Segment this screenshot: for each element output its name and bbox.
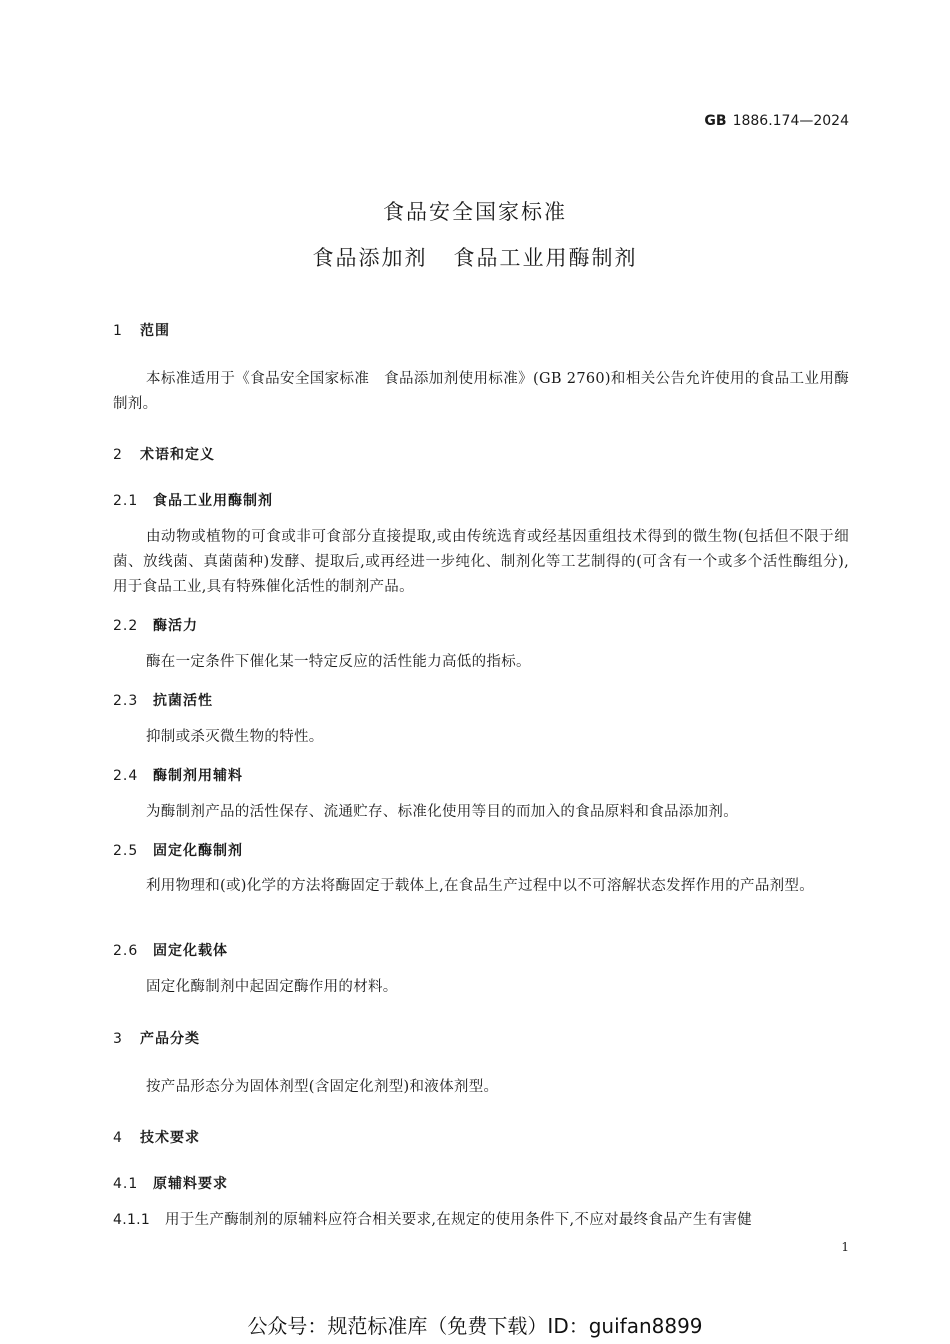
standard-number [704, 113, 849, 129]
section-title: 固定化载体 [153, 943, 228, 959]
section-number: 4.1 [113, 1176, 139, 1192]
section-number: 4.1.1 [113, 1212, 151, 1228]
section-title: 原辅料要求 [153, 1176, 228, 1192]
title-line-2-part-b: 食品工业用酶制剂 [453, 246, 638, 270]
page-number: 1 [841, 1240, 849, 1254]
section-title: 固定化酶制剂 [153, 843, 243, 859]
section-3-paragraph: 按产品形态分为固体剂型(含固定化剂型)和液体剂型。 [146, 1079, 499, 1095]
section-2-4-heading [113, 765, 243, 785]
section-number: 2 [113, 447, 123, 463]
section-4-1-1-text: 用于生产酶制剂的原辅料应符合相关要求,在规定的使用条件下,不应对最终食品产生有害健 [165, 1212, 753, 1228]
title-line-1: 食品安全国家标准 [383, 200, 567, 224]
section-2-4-paragraph: 为酶制剂产品的活性保存、流通贮存、标准化使用等目的而加入的食品原料和食品添加剂。 [146, 804, 738, 820]
section-number: 2.6 [113, 943, 139, 959]
footer-watermark-text: 公众号：规范标准库（免费下载）ID：guifan8899 [247, 1314, 703, 1338]
section-title: 酶制剂用辅料 [153, 768, 243, 784]
section-number: 2.2 [113, 618, 139, 634]
section-title: 术语和定义 [140, 447, 215, 463]
section-4-heading [113, 1127, 200, 1147]
title-line-2 [0, 242, 950, 272]
standard-prefix: GB [704, 113, 727, 129]
section-number: 4 [113, 1130, 123, 1146]
section-2-3-heading [113, 690, 213, 710]
section-2-6-heading [113, 940, 228, 960]
section-2-2-paragraph: 酶在一定条件下催化某一特定反应的活性能力高低的指标。 [146, 654, 531, 670]
section-title: 酶活力 [153, 618, 198, 634]
section-3-heading [113, 1028, 200, 1048]
section-2-5-heading [113, 840, 243, 860]
section-title: 产品分类 [140, 1031, 200, 1047]
section-number: 1 [113, 323, 123, 339]
section-title: 抗菌活性 [153, 693, 213, 709]
section-title: 技术要求 [140, 1130, 200, 1146]
section-number: 3 [113, 1031, 123, 1047]
section-2-heading [113, 444, 215, 464]
standard-code: 1886.174—2024 [732, 113, 849, 129]
section-2-6-paragraph: 固定化酶制剂中起固定酶作用的材料。 [146, 979, 398, 995]
section-4-1-1-line [113, 1208, 752, 1229]
section-number: 2.1 [113, 493, 139, 509]
section-1-paragraph: 本标准适用于《食品安全国家标准 食品添加剂使用标准》(GB 2760)和相关公告允许使用的食品工业用酶制剂。 [113, 371, 849, 412]
section-2-1-paragraph: 由动物或植物的可食或非可食部分直接提取,或由传统选育或经基因重组技术得到的微生物(包括但不限于细菌、放线菌、真菌菌种)发酵、提取后,或再经进一步纯化、制剂化等工艺制得的(可含有一个或多个活性酶组分),用于食品工业,具有特殊催化活性的制剂产品。 [113, 529, 849, 595]
section-1-heading [113, 320, 170, 340]
section-title: 范围 [140, 323, 170, 339]
section-number: 2.5 [113, 843, 139, 859]
section-number: 2.4 [113, 768, 139, 784]
section-2-3-paragraph: 抑制或杀灭微生物的特性。 [146, 729, 324, 745]
section-2-5-paragraph: 利用物理和(或)化学的方法将酶固定于载体上,在食品生产过程中以不可溶解状态发挥作用的产品剂型。 [146, 878, 815, 894]
section-2-2-heading [113, 615, 198, 635]
section-4-1-heading [113, 1173, 228, 1193]
title-line-2-part-a: 食品添加剂 [312, 246, 428, 270]
section-2-1-heading [113, 490, 273, 510]
section-title: 食品工业用酶制剂 [153, 493, 273, 509]
section-number: 2.3 [113, 693, 139, 709]
